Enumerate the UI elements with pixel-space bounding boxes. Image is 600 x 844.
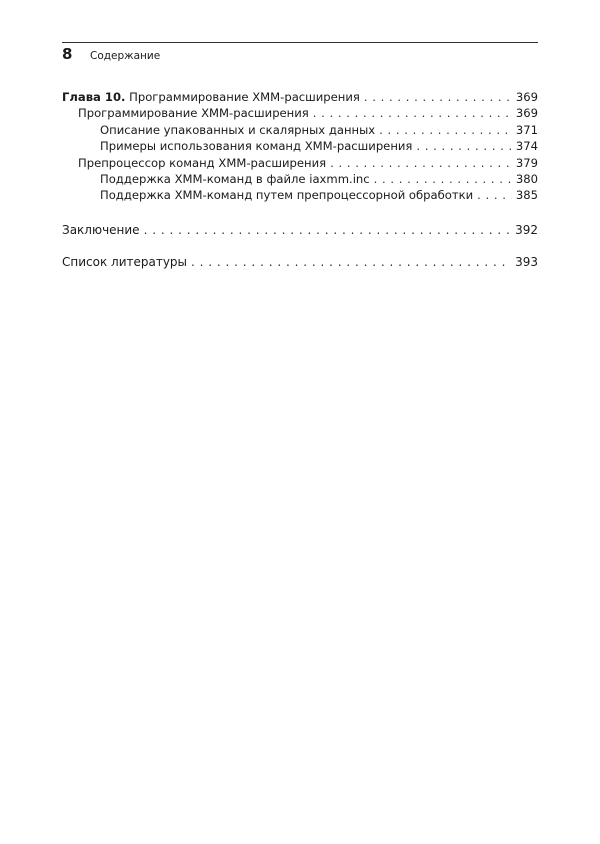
page-number: 8 xyxy=(62,45,73,63)
toc-chapter-10[interactable] xyxy=(62,89,538,105)
toc-entry[interactable] xyxy=(62,105,538,121)
toc-entry-page: 369 xyxy=(515,90,538,104)
dot-leader xyxy=(144,222,512,238)
dot-leader xyxy=(330,155,512,171)
spacer xyxy=(62,204,538,222)
dot-leader xyxy=(374,171,512,187)
dot-leader xyxy=(416,138,511,154)
toc-entry-page: 379 xyxy=(515,155,538,170)
toc-entry[interactable] xyxy=(62,171,538,187)
toc-entry[interactable] xyxy=(62,187,538,203)
toc-entry-page: 392 xyxy=(515,222,538,237)
chapter-title: Программирование XMM-расширения xyxy=(125,90,360,104)
dot-leader xyxy=(379,122,512,138)
toc-entry-title: Описание упакованных и скалярных данных xyxy=(100,122,376,137)
toc-entry-title: Примеры использования команд XMM-расширения xyxy=(100,139,413,154)
toc-entry-page: 385 xyxy=(515,188,538,203)
toc-entry-page: 369 xyxy=(515,106,538,121)
toc-entry-title: Список литературы xyxy=(62,255,188,270)
toc-entry-page: 380 xyxy=(515,172,538,187)
toc-entry[interactable] xyxy=(62,122,538,138)
table-of-contents xyxy=(62,89,538,271)
toc-entry-page: 371 xyxy=(515,122,538,137)
chapter-prefix: Глава 10. xyxy=(62,90,126,104)
dot-leader xyxy=(364,89,512,105)
spacer xyxy=(62,238,538,254)
toc-entry-title: Заключение xyxy=(62,222,140,237)
dot-leader xyxy=(313,105,512,121)
header-rule xyxy=(62,42,538,43)
toc-entry-page: 374 xyxy=(515,139,538,154)
toc-entry[interactable] xyxy=(62,155,538,171)
toc-entry-title: Поддержка XMM-команд путем препроцессорной обработки xyxy=(100,188,474,203)
toc-entry-title: Поддержка XMM-команд в файле iaxmm.inc xyxy=(100,172,370,187)
toc-entry-title: Препроцессор команд XMM-расширения xyxy=(78,155,327,170)
toc-entry-title: Программирование XMM-расширения xyxy=(78,106,309,121)
toc-entry-title xyxy=(62,89,360,105)
toc-conclusion[interactable] xyxy=(62,222,538,238)
toc-entry[interactable] xyxy=(62,138,538,154)
running-title: Содержание xyxy=(90,50,161,62)
dot-leader xyxy=(191,254,511,270)
page-header xyxy=(62,45,160,63)
dot-leader xyxy=(477,187,512,203)
toc-entry-page: 393 xyxy=(515,255,538,270)
toc-bibliography[interactable] xyxy=(62,254,538,270)
